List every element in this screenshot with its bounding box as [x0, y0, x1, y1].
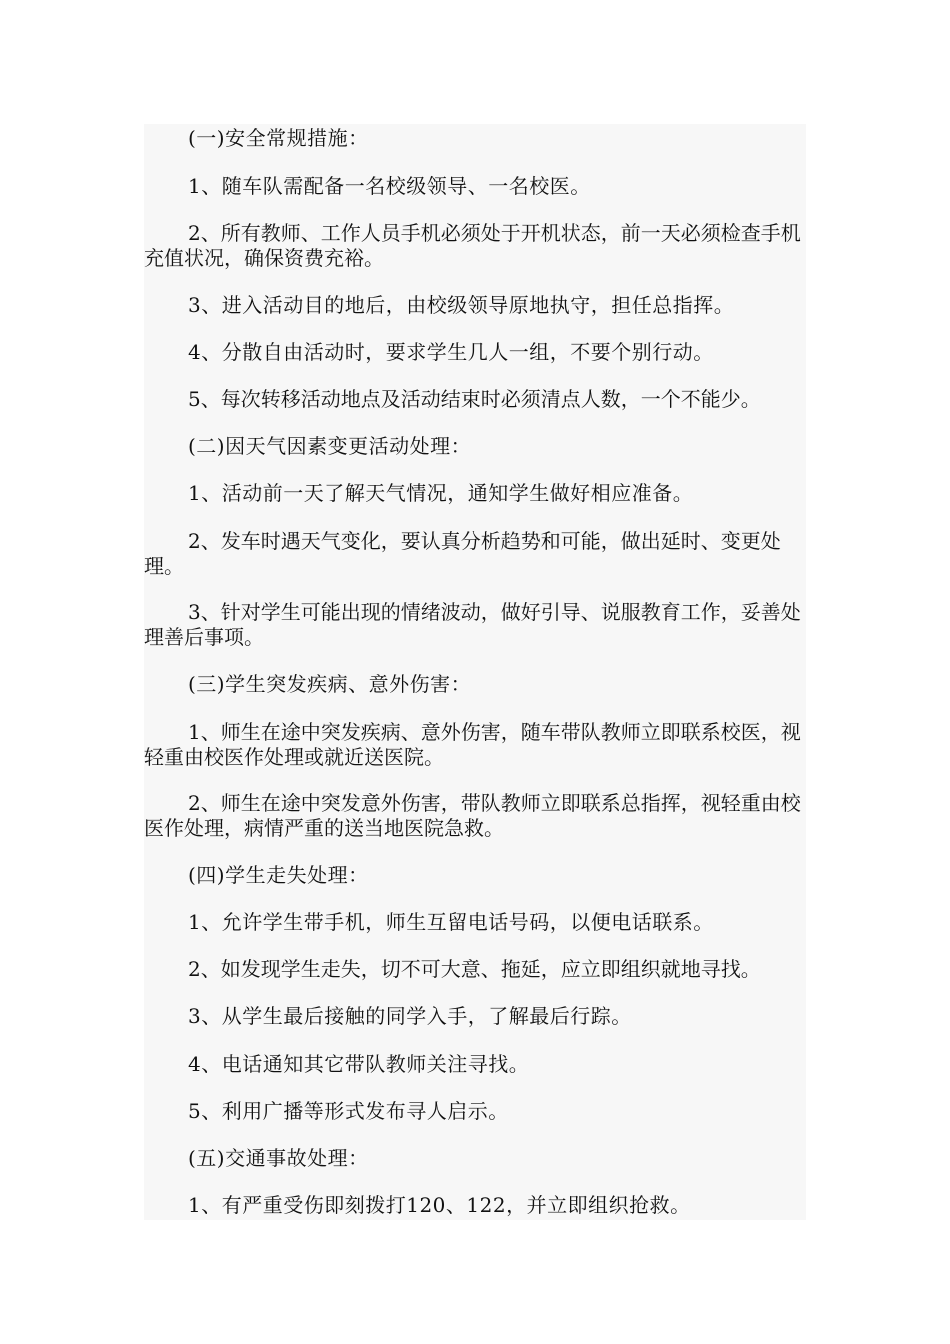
- paragraph: 1、有严重受伤即刻拨打120、122，并立即组织抢救。: [188, 1193, 691, 1217]
- paragraph: 1、允许学生带手机，师生互留电话号码，以便电话联系。: [188, 910, 714, 934]
- paragraph: 2、发车时遇天气变化，要认真分析趋势和可能，做出延时、变更处理。: [144, 529, 781, 578]
- section-heading-illness: (三)学生突发疾病、意外伤害：: [188, 672, 472, 696]
- paragraph: 5、利用广播等形式发布寻人启示。: [188, 1099, 509, 1123]
- paragraph: 4、电话通知其它带队教师关注寻找。: [188, 1052, 530, 1076]
- paragraph: 3、从学生最后接触的同学入手，了解最后行踪。: [188, 1004, 632, 1028]
- paragraph: 1、活动前一天了解天气情况，通知学生做好相应准备。: [188, 481, 694, 505]
- paragraph: 3、针对学生可能出现的情绪波动，做好引导、说服教育工作，妥善处理善后事项。: [144, 600, 801, 649]
- paragraph: 1、随车队需配备一名校级领导、一名校医。: [188, 174, 591, 198]
- document-body: [144, 124, 806, 1220]
- paragraph: 3、进入活动目的地后，由校级领导原地执守，担任总指挥。: [188, 293, 735, 317]
- section-heading-weather: (二)因天气因素变更活动处理：: [188, 434, 472, 458]
- paragraph: 4、分散自由活动时，要求学生几人一组，不要个别行动。: [188, 340, 714, 364]
- paragraph: 2、师生在途中突发意外伤害，带队教师立即联系总指挥，视轻重由校医作处理，病情严重的送当地医院急救。: [144, 791, 801, 840]
- section-heading-safety: (一)安全常规措施：: [188, 126, 369, 150]
- section-heading-traffic-accident: (五)交通事故处理：: [188, 1146, 369, 1170]
- paragraph: 5、每次转移活动地点及活动结束时必须清点人数，一个不能少。: [188, 387, 761, 411]
- paragraph: 2、所有教师、工作人员手机必须处于开机状态，前一天必须检查手机充值状况，确保资费充裕。: [144, 221, 801, 270]
- section-heading-missing-student: (四)学生走失处理：: [188, 863, 369, 887]
- paragraph: 1、师生在途中突发疾病、意外伤害，随车带队教师立即联系校医，视轻重由校医作处理或就近送医院。: [144, 720, 801, 769]
- paragraph: 2、如发现学生走失，切不可大意、拖延，应立即组织就地寻找。: [188, 957, 761, 981]
